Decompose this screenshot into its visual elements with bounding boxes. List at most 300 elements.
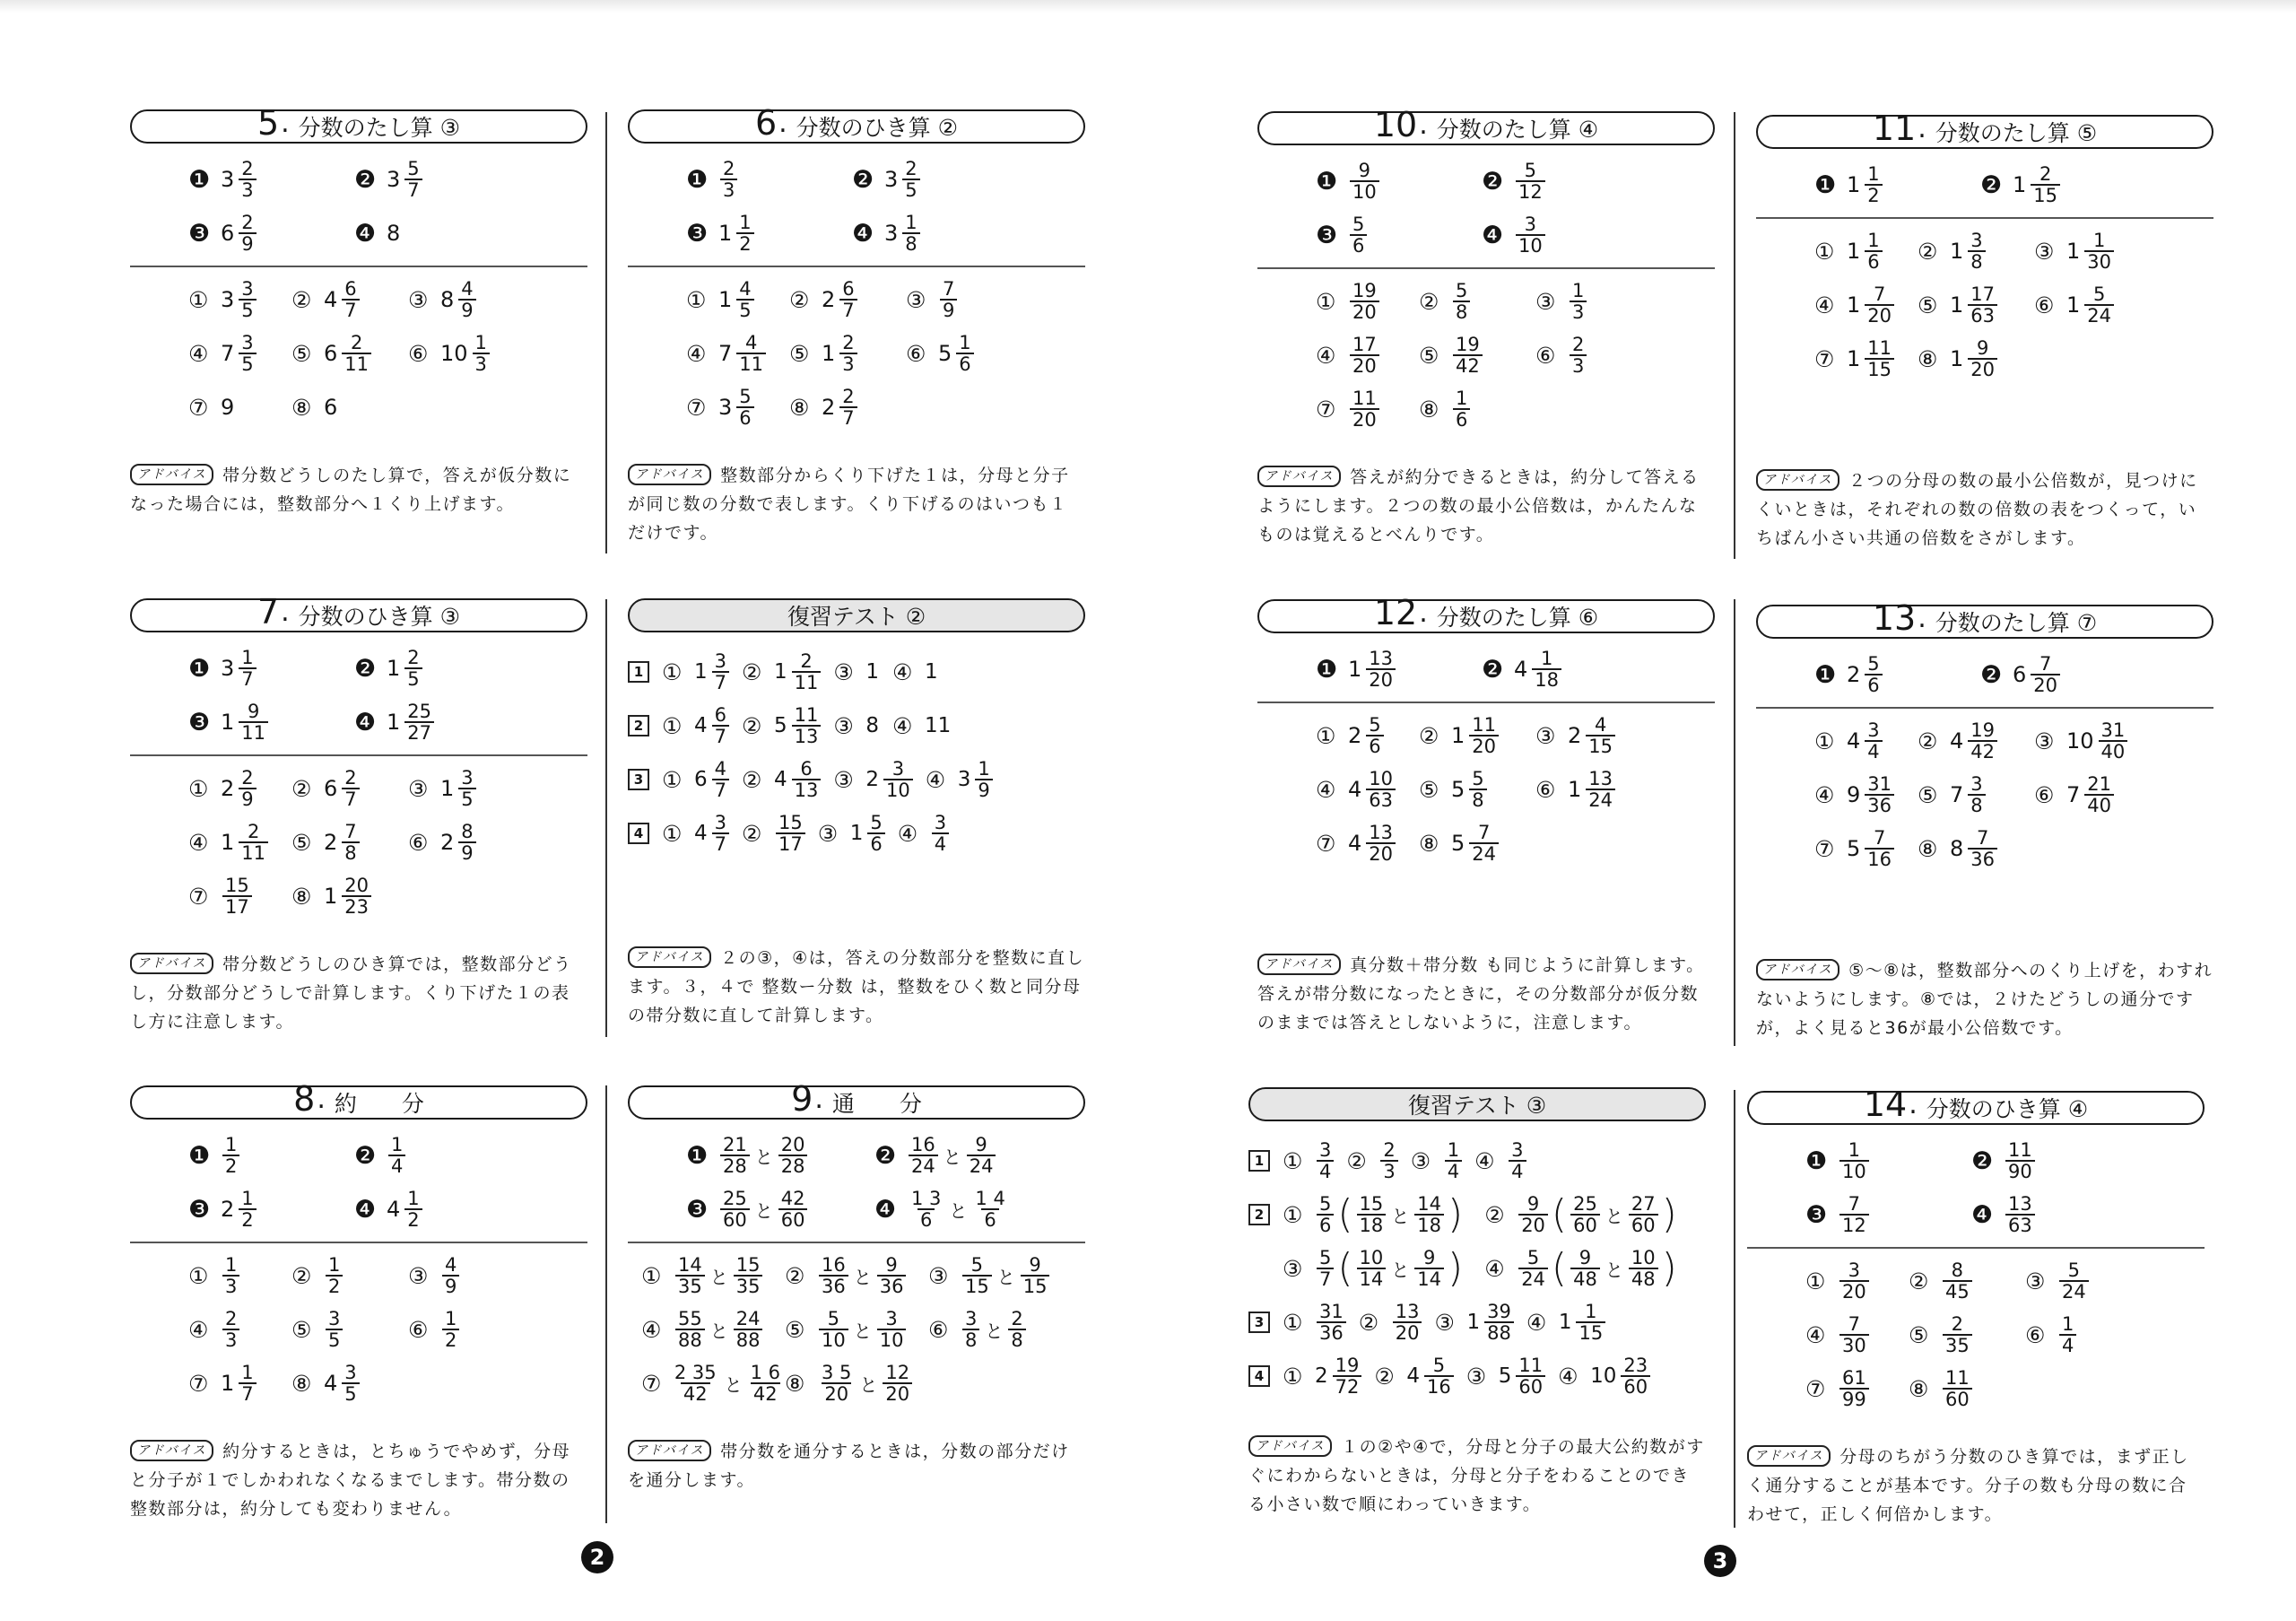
denominator: 15	[1586, 735, 1615, 756]
fraction	[1865, 164, 1882, 205]
numerator: 2	[1383, 1139, 1396, 1161]
answer-item	[1805, 1254, 1909, 1308]
numerator: 7	[1477, 822, 1491, 843]
answer-item	[1918, 822, 2034, 876]
section-title	[1248, 1087, 1706, 1121]
whole-number: 4	[324, 287, 338, 312]
answer-number: ❹	[1482, 221, 1504, 249]
divider-left-1	[605, 112, 607, 553]
title-dot: .	[1419, 109, 1428, 141]
answer-item	[408, 1303, 525, 1356]
advice-text	[628, 1437, 1085, 1495]
denominator: 30	[2084, 250, 2114, 272]
whole-number: 6	[694, 768, 708, 791]
answer-item	[1971, 1188, 2137, 1242]
numerator: 7	[1848, 1193, 1861, 1215]
whole-number: 1	[1950, 346, 1964, 371]
fraction	[776, 813, 805, 854]
answer-number: ⑧	[1419, 396, 1439, 423]
answer-number: ①	[1814, 238, 1835, 265]
denominator: 2	[736, 232, 753, 254]
whole-number: 1	[774, 660, 787, 684]
fraction	[1865, 231, 1882, 272]
fraction	[909, 1135, 938, 1176]
answer-number: ②	[789, 286, 810, 313]
whole-number: 4	[774, 768, 787, 791]
answer-number: ④	[1805, 1321, 1826, 1348]
numerator: 25	[1573, 1193, 1597, 1215]
fraction	[1865, 774, 1894, 815]
whole-number: 2	[865, 768, 880, 791]
review-test-2	[628, 598, 1085, 1030]
answer-item	[188, 1356, 291, 1410]
answer-number: ⑧	[1918, 345, 1938, 372]
numerator: 9	[1976, 337, 1989, 359]
conjunction-to: と	[853, 1266, 872, 1288]
answer-number: ④	[892, 712, 913, 739]
paren-open: (	[1551, 1191, 1568, 1237]
answer-item	[1482, 208, 1648, 262]
whole-number: 10	[1590, 1364, 1617, 1388]
numerator: 24	[735, 1308, 761, 1329]
fraction	[404, 159, 422, 200]
denominator: 36	[877, 1275, 907, 1296]
answer-number: ②	[1484, 1201, 1505, 1228]
review-answer-item	[926, 759, 995, 800]
numerator: 5	[1456, 280, 1468, 301]
section-title	[130, 1079, 587, 1120]
numerator: 1	[225, 1254, 238, 1276]
denominator: 20	[1469, 735, 1499, 756]
whole-number: 4	[387, 1197, 401, 1222]
denominator: 20	[1393, 1321, 1422, 1343]
answer-item	[785, 1303, 928, 1356]
denominator: 18	[1357, 1214, 1387, 1235]
denominator: 3	[1380, 1160, 1397, 1181]
numerator: 14	[1417, 1193, 1442, 1215]
numerator: 16	[822, 1254, 846, 1276]
answer-item	[1814, 332, 1918, 386]
numerator: 5	[739, 386, 752, 407]
section-5	[130, 103, 587, 519]
answer-item	[1918, 278, 2034, 332]
fraction	[1366, 715, 1383, 756]
review-row	[1248, 1188, 1706, 1242]
numerator: 10	[1369, 768, 1394, 789]
whole-number: 1	[822, 341, 836, 366]
answer-item	[2034, 224, 2151, 278]
denominator: 88	[1484, 1321, 1514, 1343]
advice-badge: アドバイス	[1257, 954, 1341, 975]
fraction	[902, 159, 919, 200]
answer-item	[1918, 332, 2034, 386]
numerator: 5	[1526, 1247, 1540, 1268]
fraction	[1518, 1194, 1548, 1235]
answers-top	[1814, 158, 2213, 212]
denominator: 17	[222, 895, 252, 917]
answer-item	[1316, 154, 1482, 208]
answer-item	[188, 327, 291, 380]
answers-top	[1814, 648, 2213, 702]
fraction	[458, 822, 475, 863]
review-answer-item	[1474, 1140, 1527, 1181]
numerator: 3	[1970, 773, 1983, 795]
denominator: 36	[1968, 848, 1997, 869]
denominator: 12	[1516, 180, 1545, 202]
fraction	[1570, 1194, 1600, 1235]
answers-top	[188, 1129, 587, 1236]
answer-item	[686, 153, 852, 206]
whole-number: 3	[387, 167, 401, 192]
fraction	[239, 822, 268, 863]
title-dot: .	[778, 107, 787, 139]
divider-left-3	[605, 1085, 607, 1523]
fraction	[839, 387, 857, 428]
answer-number: ①	[1283, 1309, 1303, 1336]
whole-number: 1	[1847, 239, 1861, 264]
answer-number: ③	[906, 286, 926, 313]
title-dot: .	[1918, 112, 1926, 144]
answer-number: ⑥	[906, 340, 926, 367]
fraction	[819, 1363, 854, 1404]
fraction	[2084, 284, 2114, 326]
denominator: 11	[792, 671, 822, 693]
answers-bottom	[686, 273, 1085, 434]
denominator: 18	[1532, 668, 1561, 690]
section-title	[1747, 1085, 2205, 1125]
denominator: 12	[1839, 1214, 1869, 1235]
conjunction-to: と	[709, 1266, 728, 1288]
numerator: 17	[1352, 334, 1377, 355]
advice-body: ２の③，④は，答えの分数部分を整数に直します。３，４で 整数ー分数 は，整数をひく数と同分母の帯分数に直して計算します。	[628, 948, 1085, 1025]
answer-number: ②	[291, 775, 312, 802]
denominator: 7	[404, 179, 422, 200]
numerator: 11	[1472, 714, 1497, 736]
whole-number: 4	[694, 822, 708, 845]
numerator: 1	[1456, 388, 1468, 409]
section-8	[130, 1079, 587, 1523]
denominator: 14	[1357, 1268, 1387, 1289]
numerator: 31	[1319, 1301, 1344, 1322]
numerator: 5	[2067, 1259, 2081, 1281]
numerator: 7	[2039, 653, 2052, 675]
whole-number: 1	[1466, 1311, 1481, 1334]
answer-number: ⑧	[1909, 1375, 1929, 1402]
answer-number: ④	[1526, 1309, 1547, 1336]
whole-number: 8	[440, 287, 455, 312]
section-number: 11	[1872, 109, 1917, 148]
whole-number: 1	[221, 1371, 235, 1396]
whole-number: 4	[1348, 831, 1362, 856]
advice-body: 分母のちがう分数のひき算では，まず正しく通分することが基本です。分子の数も分母の数に合わせて，正しく何倍かします。	[1747, 1447, 2189, 1524]
divider-right-1	[1734, 112, 1735, 559]
answer-item	[188, 1249, 291, 1303]
problem-number-box: 1	[628, 661, 649, 683]
section-7	[130, 592, 587, 1036]
whole-number: 6	[324, 341, 338, 366]
denominator: 24	[2059, 1280, 2089, 1302]
fraction	[883, 759, 913, 800]
whole-number: 2	[324, 830, 338, 855]
answer-item	[686, 206, 852, 260]
denominator: 8	[902, 232, 919, 254]
fraction	[962, 1309, 979, 1350]
answer-number: ⑧	[291, 394, 312, 421]
denominator: 7	[839, 406, 857, 428]
denominator: 2	[239, 1208, 256, 1230]
advice-badge: アドバイス	[1747, 1445, 1831, 1467]
whole-number: 10	[440, 341, 468, 366]
fraction	[239, 648, 256, 689]
numerator: 7	[1873, 827, 1886, 849]
review-answer-item	[662, 759, 731, 800]
whole-number: 1	[1348, 657, 1362, 682]
answer-number: ③	[1434, 1309, 1455, 1336]
answer-item	[1814, 224, 1918, 278]
fraction	[1943, 1368, 1972, 1409]
advice-body: 帯分数を通分するときは，分数の部分だけを通分します。	[628, 1442, 1070, 1490]
whole-number: 1	[440, 776, 455, 801]
advice-body: ⑤～⑧は，整数部分へのくり上げを，わすれないようにします。⑧では，２けたどうしの通分ですが，よく見ると36が最小公倍数です。	[1756, 961, 2213, 1038]
answer-item	[291, 869, 408, 923]
answer-item	[188, 1182, 354, 1236]
numerator: 5	[1352, 214, 1365, 235]
numerator: 2	[225, 1308, 238, 1329]
denominator: 20	[2031, 674, 2060, 695]
fraction	[1516, 161, 1545, 202]
numerator: 2	[800, 650, 813, 672]
advice-body: １の②や④で，分母と分子の最大公約数がすぐにわからないときは，分母と分子をわることのできる小さい数で順にわっていきます。	[1248, 1437, 1705, 1514]
answer-item	[354, 153, 520, 206]
problem-number-box: 3	[628, 769, 649, 790]
denominator: 2	[326, 1275, 343, 1296]
fraction	[975, 759, 992, 800]
answer-number: ⑦	[188, 1370, 209, 1397]
answer-number: ⑤	[1918, 292, 1938, 318]
numerator: 5	[870, 812, 883, 833]
numerator: 5	[1369, 714, 1381, 736]
answer-number: ①	[1283, 1147, 1303, 1174]
whole-number: 3	[884, 221, 899, 246]
answer-item	[188, 641, 354, 695]
answer-item	[1814, 648, 1980, 702]
conjunction-to: と	[1391, 1205, 1410, 1227]
denominator: 40	[2084, 794, 2114, 815]
numerator: 8	[461, 821, 474, 842]
answer-number: ❷	[354, 1141, 377, 1170]
advice-badge: アドバイス	[1257, 466, 1341, 487]
whole-number: 1	[1847, 346, 1861, 371]
numerator: 21	[723, 1134, 747, 1155]
denominator: 36	[1865, 794, 1894, 815]
answer-item	[1316, 382, 1419, 436]
answer-number: ④	[1814, 292, 1835, 318]
denominator: 6	[1317, 1214, 1334, 1235]
answer-number: ❶	[1814, 660, 1837, 689]
numerator: 2	[905, 158, 918, 179]
answer-item	[789, 327, 906, 380]
answer-item	[188, 695, 354, 749]
answer-number: ❸	[1316, 221, 1338, 249]
whole-number: 5	[938, 341, 952, 366]
title-dot: .	[814, 1083, 823, 1115]
answer-item	[1316, 328, 1419, 382]
answer-number: ⑥	[1535, 342, 1556, 369]
answer-number: ③	[1535, 722, 1556, 749]
section-14	[1747, 1085, 2205, 1529]
review-row	[628, 645, 1085, 699]
whole-number: 4	[1348, 777, 1362, 802]
numerator: 3	[1970, 230, 1983, 251]
denominator: 42	[751, 1382, 780, 1404]
answer-number: ❶	[1316, 167, 1338, 196]
answer-number: ②	[1419, 288, 1439, 315]
denominator: 7	[239, 1382, 256, 1404]
answer-number: ④	[188, 340, 209, 367]
fraction	[748, 1363, 783, 1404]
advice-badge: アドバイス	[1756, 959, 1839, 980]
fraction	[2059, 1314, 2076, 1355]
advice-badge: アドバイス	[130, 464, 213, 485]
answer-item	[686, 273, 789, 327]
answer-item	[188, 153, 354, 206]
numerator: 1	[445, 1308, 457, 1329]
answer-number: ③	[833, 658, 854, 685]
answer-item	[188, 815, 291, 869]
fraction	[1317, 1194, 1334, 1235]
fraction	[1968, 828, 1997, 869]
advice-text	[1257, 463, 1715, 549]
fraction	[239, 768, 256, 809]
numerator: 1	[407, 1188, 420, 1209]
answer-number: ④	[1814, 781, 1835, 808]
answer-number: ❷	[1971, 1146, 1994, 1175]
denominator: 6	[1865, 250, 1882, 272]
denominator: 3	[222, 1275, 239, 1296]
answer-number: ②	[785, 1262, 805, 1289]
denominator: 24	[1518, 1268, 1548, 1289]
denominator: 5	[326, 1329, 343, 1350]
section-title	[130, 103, 587, 144]
fraction	[819, 1309, 848, 1350]
answer-item	[291, 1303, 408, 1356]
fraction	[1629, 1194, 1658, 1235]
whole-number: 1	[387, 710, 401, 735]
section-number: 5	[257, 103, 280, 143]
numerator: 3	[885, 1308, 898, 1329]
denominator: 4	[2059, 1334, 2076, 1355]
answer-number: ⑥	[2025, 1321, 2046, 1348]
fraction	[239, 1189, 256, 1230]
review-answer-item	[1484, 1191, 1679, 1237]
section-11	[1756, 109, 2213, 553]
answer-item	[188, 869, 291, 923]
denominator: 16	[1424, 1375, 1454, 1397]
denominator: 8	[1469, 789, 1486, 810]
fraction	[909, 1189, 944, 1230]
answers-bottom	[188, 762, 587, 923]
denominator: 48	[1570, 1268, 1600, 1289]
review-answer-item	[662, 705, 731, 746]
fraction	[1414, 1194, 1444, 1235]
denominator: 5	[458, 788, 475, 809]
answer-number: ②	[291, 1262, 312, 1289]
fraction	[712, 759, 729, 800]
denominator: 3	[239, 179, 256, 200]
denominator: 5	[342, 1382, 359, 1404]
fraction	[1350, 335, 1379, 376]
numerator: 13	[1588, 768, 1613, 789]
answer-number: ❷	[354, 654, 377, 683]
section-number: 8	[293, 1079, 316, 1119]
denominator: 36	[1317, 1321, 1346, 1343]
answer-item	[1316, 642, 1482, 696]
review-answer-item	[742, 813, 807, 854]
fraction	[839, 279, 857, 320]
whole-number: 4	[1406, 1364, 1421, 1388]
whole-number: 3	[221, 287, 235, 312]
section-title-text: 分数のたし算 ④	[1436, 117, 1599, 143]
advice-body: ２つの分母の数の最小公倍数が，見つけにくいときは，それぞれの数の倍数の表をつくって，いちばん小さい共通の倍数をさがします。	[1756, 471, 2198, 548]
denominator: 35	[734, 1275, 763, 1296]
denominator: 2	[1865, 184, 1882, 205]
denominator: 20	[1350, 301, 1379, 322]
fraction	[342, 822, 359, 863]
answer-item	[1316, 816, 1419, 870]
title-dot: .	[317, 1083, 326, 1115]
advice-badge: アドバイス	[628, 1440, 711, 1461]
answer-number: ❷	[1482, 655, 1504, 684]
whole-number: 1	[694, 660, 708, 684]
answer-number: ②	[742, 766, 762, 793]
answer-number: ⑦	[1805, 1375, 1826, 1402]
numerator: 31	[1867, 773, 1892, 795]
answer-number: ④	[897, 820, 918, 847]
fraction	[222, 1309, 239, 1350]
numerator: 5	[1867, 653, 1880, 675]
section-title-text: 分数のたし算 ⑤	[1935, 120, 2098, 146]
answer-number: ⑤	[1918, 781, 1938, 808]
advice-badge: アドバイス	[628, 946, 711, 968]
numerator: 13	[2008, 1193, 2032, 1215]
answer-item	[1482, 642, 1648, 696]
section-title-text: 通 分	[831, 1091, 922, 1117]
answer-number: ⑧	[291, 1370, 312, 1397]
numerator: 10	[1359, 1247, 1384, 1268]
review-row	[628, 699, 1085, 753]
fraction	[1445, 1140, 1462, 1181]
denominator: 3	[720, 179, 737, 200]
numerator: 1	[1867, 230, 1880, 251]
fraction	[2005, 1140, 2035, 1181]
numerator: 3	[1867, 719, 1880, 741]
answer-number: ❶	[1805, 1146, 1828, 1175]
section-title-text: 分数のひき算 ④	[1926, 1096, 2089, 1122]
answer-number: ❶	[188, 165, 211, 194]
fraction	[404, 1189, 422, 1230]
whole-number: 6	[2013, 662, 2027, 687]
denominator: 5	[902, 179, 919, 200]
whole-number: 1	[1558, 1311, 1572, 1334]
conjunction-to: と	[853, 1320, 872, 1342]
divider-right-3	[1734, 1090, 1735, 1528]
fraction	[877, 1309, 907, 1350]
whole-number: 3	[718, 395, 733, 420]
section-number: 14	[1863, 1085, 1908, 1124]
section-number: 6	[754, 103, 778, 143]
section-9	[628, 1079, 1085, 1495]
numerator: 3	[1511, 1139, 1524, 1161]
